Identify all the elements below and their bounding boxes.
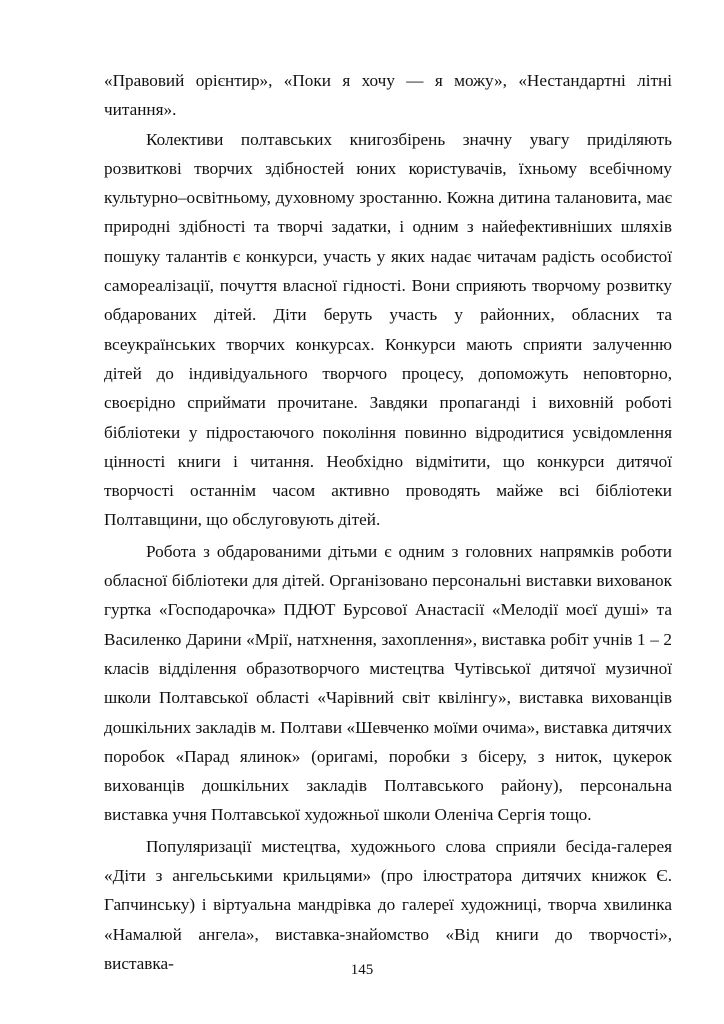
paragraph-creative-development: Колективи полтавських книгозбірень значну увагу приділяють розвиткові творчих здібностей юних користувачів, їхньому всебічному культурно–освітньому, духовному зростанню. Кожна дитина талановита, має природні здібності та творчі задатки, і одним з найефективніших шляхів пошуку талантів є конкурси, участь у яких надає читачам радість особистої самореалізації, почуття власної гідності. Вони сприяють творчому розвитку обдарованих дітей. Діти беруть участь у районних, обласних та всеукраїнських творчих конкурсах. Конкурси мають сприяти залученню дітей до індивідуального творчого процесу, допоможуть неповторно, своєрідно сприймати прочитане. Завдяки пропаганді і виховній роботі бібліотеки у підростаючого покоління повинно відродитися усвідомлення цінності книги і читання. Необхідно відмітити, що конкурси дитячої творчості останнім часом активно проводять майже всі бібліотеки Полтавщини, що обслуговують дітей. [104, 129, 672, 530]
paragraph-gifted-children: Робота з обдарованими дітьми є одним з головних напрямків роботи обласної бібліотеки для дітей. Організовано персональні виставки вихованок гуртка «Господарочка» ПДЮТ Бурсової Анастасії «Мелодії моєї душі» та Василенко Дарини «Мрії, натхнення, захоплення», виставка робіт учнів 1 – 2 класів відділення образотворчого мистецтва Чутівської дитячої музичної школи Полтавської області «Чарівний світ квілінгу», виставка вихованців дошкільних закладів м. Полтави «Шевченко моїми очима», виставка дитячих поробок «Парад ялинок» (оригамі, поробки з бісеру, з ниток, цукерок вихованців дошкільних закладів Полтавського району), персональна виставка учня Полтавської художньої школи Оленіча Сергія тощо. [104, 541, 672, 825]
body-text [104, 66, 672, 978]
paragraph-art-popularization: Популяризації мистецтва, художнього слова сприяли бесіда-галерея «Діти з ангельськими крильцями» (про ілюстратора дитячих книжок Є. Гапчинську) і віртуальна мандрівка до галереї художниці, творча хвилинка «Намалюй ангела», виставка-знайомство «Від книги до творчості», виставка- [104, 836, 672, 973]
paragraph-continuation: «Правовий орієнтир», «Поки я хочу — я можу», «Нестандартні літні читання». [104, 71, 672, 120]
page-number: 145 [350, 962, 374, 978]
